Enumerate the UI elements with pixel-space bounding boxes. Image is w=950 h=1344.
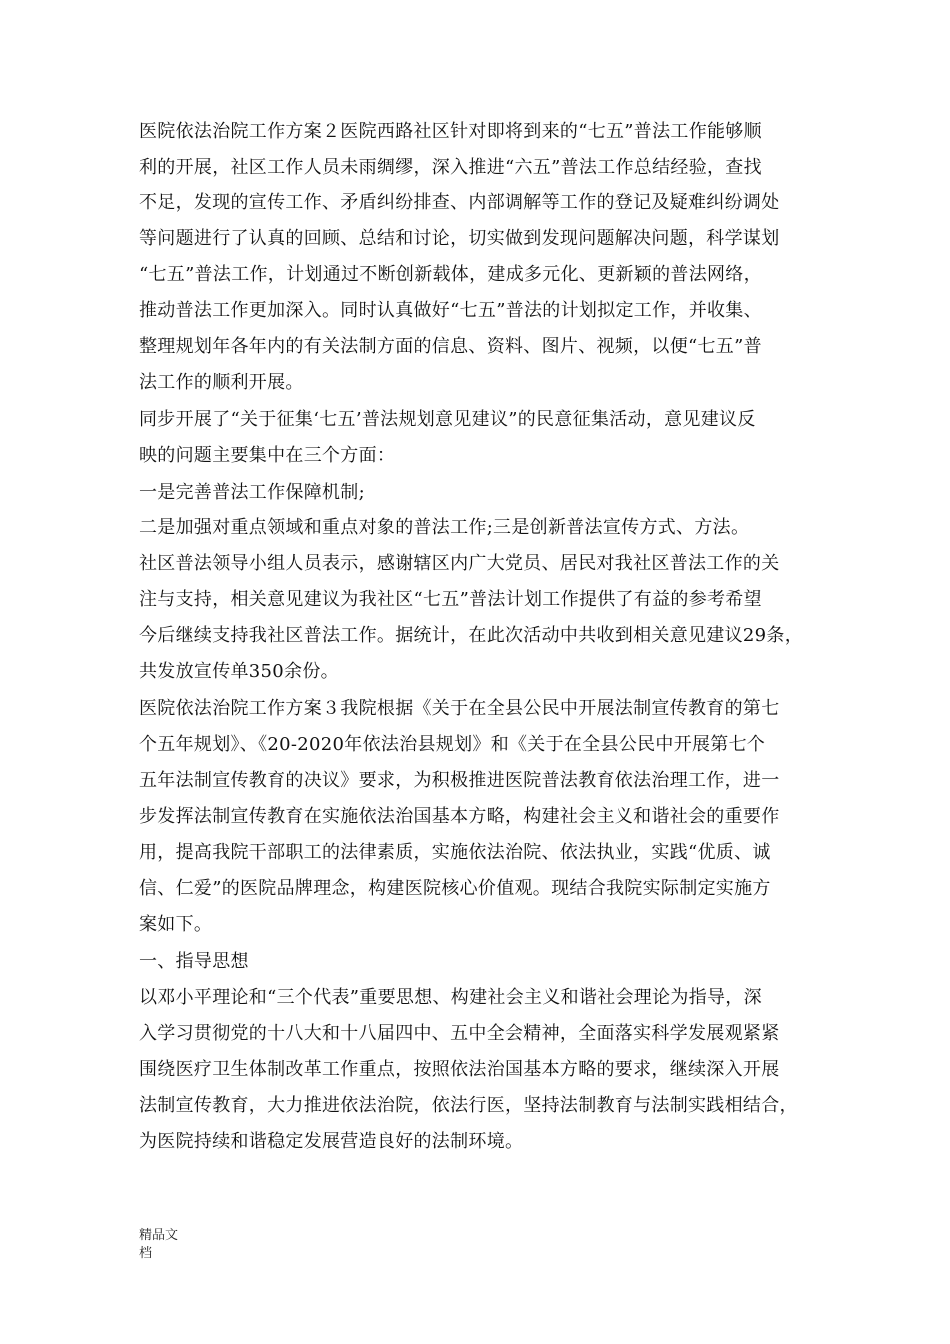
footer-label-line-1: 精品文 — [139, 1228, 179, 1243]
text-line: 围绕医疗卫生体制改革工作重点，按照依法治国基本方略的要求，继续深入开展 — [139, 1059, 780, 1080]
text-line: 今后继续支持我社区普法工作。据统计，在此次活动中共收到相关意见建议29条， — [139, 625, 804, 646]
text-line: 同步开展了“关于征集‘七五’普法规划意见建议”的民意征集活动，意见建议反 — [139, 409, 756, 430]
text-line: 共发放宣传单350余份。 — [139, 661, 339, 682]
text-line: 推动普法工作更加深入。同时认真做好“七五”普法的计划拟定工作，并收集、 — [139, 300, 762, 321]
text-line: 不足，发现的宣传工作、矛盾纠纷排查、内部调解等工作的登记及疑难纠纷调处 — [139, 192, 780, 213]
text-line: 法制宣传教育，大力推进依法治院，依法行医，坚持法制教育与法制实践相结合， — [139, 1095, 798, 1116]
text-line: 步发挥法制宣传教育在实施依法治国基本方略，构建社会主义和谐社会的重要作 — [139, 806, 780, 827]
text-line: 映的问题主要集中在三个方面： — [139, 445, 396, 466]
text-line: 个五年规划》、《20-2020年依法治县规划》和《关于在全县公民中开展第七个 — [139, 734, 766, 755]
text-line: 社区普法领导小组人员表示，感谢辖区内广大党员、居民对我社区普法工作的关 — [139, 553, 780, 574]
text-line: 一、指导思想 — [139, 951, 249, 972]
text-line: 案如下。 — [139, 914, 213, 935]
text-line: 医院依法治院工作方案３我院根据《关于在全县公民中开展法制宣传教育的第七 — [139, 698, 780, 719]
text-line: 等问题进行了认真的回顾、总结和讨论，切实做到发现问题解决问题，科学谋划 — [139, 228, 780, 249]
text-line: 信、仁爱”的医院品牌理念，构建医院核心价值观。现结合我院实际制定实施方 — [139, 878, 771, 899]
text-line: 以邓小平理论和“三个代表”重要思想、构建社会主义和谐社会理论为指导，深 — [139, 987, 762, 1008]
footer-label-line-2: 档 — [139, 1246, 153, 1261]
text-line: 注与支持，相关意见建议为我社区“七五”普法计划工作提供了有益的参考希望 — [139, 589, 762, 610]
text-line: “七五”普法工作，计划通过不断创新载体，建成多元化、更新颖的普法网络， — [139, 264, 762, 285]
text-line: 利的开展，社区工作人员未雨绸缪，深入推进“六五”普法工作总结经验，查找 — [139, 157, 762, 178]
text-line: 法工作的顺利开展。 — [139, 372, 304, 393]
text-line: 一是完善普法工作保障机制; — [139, 482, 365, 503]
text-line: 整理规划年各年内的有关法制方面的信息、资料、图片、视频，以便“七五”普 — [139, 336, 762, 357]
text-line: 五年法制宣传教育的决议》要求，为积极推进医院普法教育依法治理工作，进一 — [139, 770, 780, 791]
text-line: 用，提高我院干部职工的法律素质，实施依法治院、依法执业，实践“优质、诚 — [139, 842, 771, 863]
text-line: 二是加强对重点领域和重点对象的普法工作;三是创新普法宣传方式、方法。 — [139, 517, 750, 538]
text-line: 入学习贯彻党的十八大和十八届四中、五中全会精神，全面落实科学发展观紧紧 — [139, 1023, 780, 1044]
text-line: 医院依法治院工作方案２医院西路社区针对即将到来的“七五”普法工作能够顺 — [139, 121, 762, 142]
text-line: 为医院持续和谐稳定发展营造良好的法制环境。 — [139, 1131, 524, 1152]
